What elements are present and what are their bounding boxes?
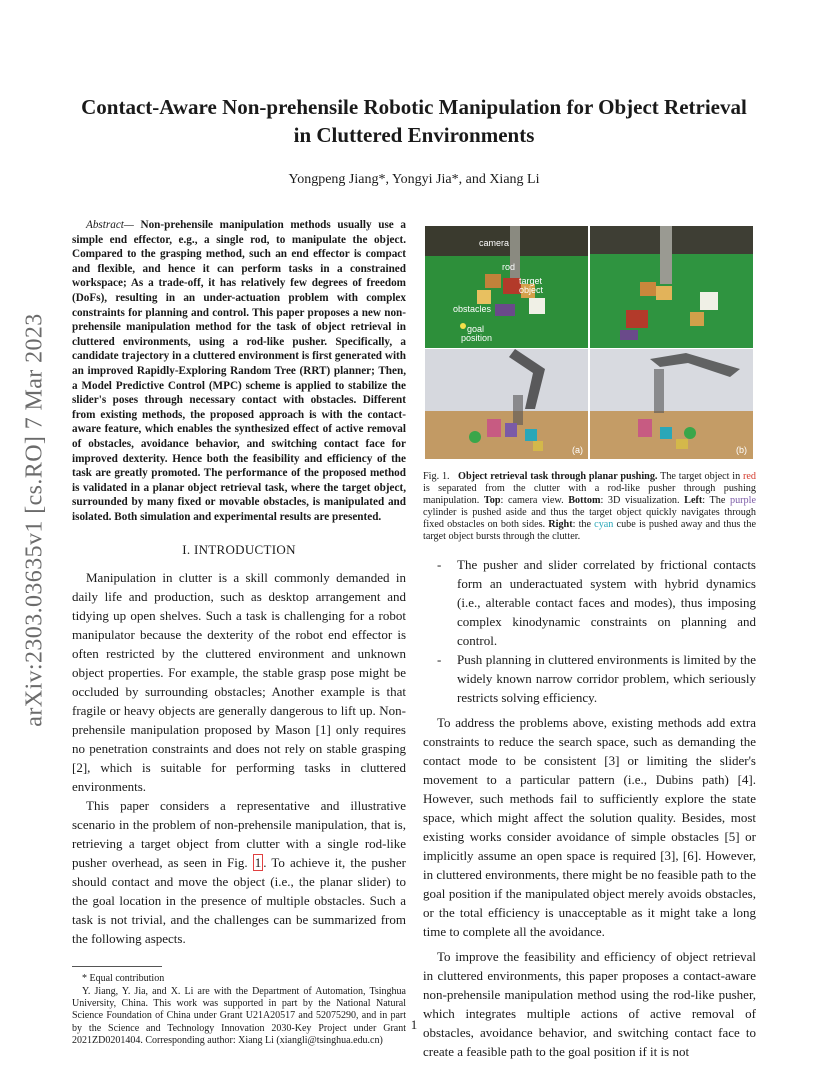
right-paragraph-2: To improve the feasibility and efficiency of object retrieval in cluttered environments, this paper proposes a contact-aware non-prehensile manipulation method using the rod-like pusher, which integrates multiple actions of active removal of obstacles, avoidance behavior, and switching contact face to create a feasible path to the goal position if it is not [423,949,756,1059]
figure-caption [423,471,756,543]
abstract-lead: Abstract— [86,219,134,231]
visualization-right-image [590,349,753,459]
label-obstacles: obstacles [453,304,492,314]
caption-text: cylinder is pushed aside and thus the target object quickly navigates through fixed obstacles on both sides. [423,507,756,530]
label-rod: rod [502,262,516,272]
abstract-text: Non-prehensile manipulation methods usually use a simple end effector, e.g., a single rod, to manipulate the object. Compared to the grasping method, such an end effector is compact and flexible, and hence it can perform tasks in a constrained workspace; As a trade-off, it has relatively few degrees of freedom (DoFs), resulting in an under-actuation problem with complex constraints for planning and control. This paper proposes a new non-prehensile manipulation method for the task of object retrieval in cluttered environments, using a rod-like pusher. Specifically, a candidate trajectory in a cluttered environment is first generated with an improved Rapidly-Exploring Random Tree (RRT) planner; Then, a Model Predictive Control (MPC) scheme is applied to stabilize the slider's poses through necessary contact with obstacles. Different from existing methods, the proposed approach is with the contact-aware feature, which enables the synthesized effect of active removal of obstacles, avoidance behavior, and switching contact face for improved dexterity. Hence both the feasibility and efficiency of the task are greatly promoted. The performance of the proposed method is validated in a planar object retrieval task, where the target object, surrounded by many fixed or movable obstacles, is manipulated and isolated. Both simulation and experimental results are presented. [72,219,406,523]
caption-left: Left [684,495,703,506]
list-item: - Push planning in cluttered environments is limited by the widely known narrow corridor problem, which seriously restricts solving efficiency. [437,652,756,705]
caption-top: Top [483,495,501,506]
arxiv-identifier: arXiv:2303.03635v1 [cs.RO] 7 Mar 2023 [21,313,48,727]
footnote-divider [72,966,162,967]
caption-bottom: Bottom [568,495,601,506]
caption-bold-title: Object retrieval task through planar pushing. [458,471,658,482]
figure-1 [425,226,753,459]
page-number: 1 [410,1017,418,1032]
intro-p2-text-b: . To achieve it, the pusher should contact and move the object (i.e., the planar slider) to the goal location in the presence of multiple obstacles. Such a task is not trivial, and the challenges can be summarized from the following aspects. [72,855,406,947]
intro-paragraph-1: Manipulation in clutter is a skill commonly demanded in daily life and production, such as desktop arrangement and tidying up open shelves. Such a task is challenging for a robot manipulator because the dexterity of the robot end effector is often restricted by the cluttered environment and unknown object properties. For example, the stable grasp pose might be occluded by surrounding obstacles; Another example is that fragile or heavy objects are generally dangerous to lift up. Non-prehensile manipulation proposed by Mason [1] only requires no penetration constraints and does not rely on stable grasping [2], which is suitable for performing tasks in cluttered environments. [72,570,406,795]
label-camera: camera [479,238,510,248]
caption-text: : camera view. [500,495,569,506]
label-goal: goal [467,324,485,334]
figure-reference-link[interactable]: 1 [254,855,262,871]
label-target: target [519,276,543,286]
paper-authors: Yongpeng Jiang*, Yongyi Jia*, and Xiang Li [288,172,540,187]
arxiv-sidebar [10,280,60,760]
list-item: - The pusher and slider correlated by frictional contacts form an underactuated system with hybrid dynamics (i.e., alterable contact faces and modes), thus imposing complex kinodynamic constraints on planning and control. [437,557,756,648]
intro-paragraph-2 [72,796,406,948]
label-object: object [519,285,544,295]
caption-cyan-word: cyan [594,519,614,530]
challenges-list [423,555,756,707]
label-position: position [461,333,493,343]
caption-text: : 3D visualization. [600,495,685,506]
caption-text: cube is pushed away and thus the target object bursts through the clutter. [423,519,756,542]
visualization-left-image [425,349,588,459]
caption-purple-word: purple [729,495,756,506]
paper-title: Contact-Aware Non-prehensile Robotic Manipulation for Object Retrieval in Cluttered Environments [81,95,747,147]
camera-view-right-image [590,226,753,348]
caption-text: : The [702,495,730,506]
caption-text: : the [572,519,595,530]
caption-number: Fig. 1. [423,471,450,482]
panel-b-label: (b) [736,445,747,455]
caption-right: Right [548,519,573,530]
right-paragraph-1: To address the problems above, existing methods add extra constraints to reduce the search space, such as demanding the contact mode to be consistent [3] or limiting the slider's movement to a particular pattern (i.e., Dubins path) [4]. However, such methods fail to sufficiently explore the state space, which might affect the solution quality. Besides, most existing works consider avoidance of simple obstacles [5] or implicitly assume an open space is required [3], [6]. However, in cluttered environments, there might be no feasible path to the goal position if the manipulated object merely avoids obstacles, or the total efficiency is unacceptable as it might take a long time to complete all the avoidance. [423,715,756,939]
challenge-2: Push planning in cluttered environments is limited by the widely known narrow corridor problem, which seriously restricts solving efficiency. [457,652,756,705]
intro-p2-text-a: This paper considers a representative and illustrative scenario in the problem of non-prehensile manipulation, that is, retrieving a target object from clutter with a single rod-like pusher overhead, as seen in Fig. [72,798,406,871]
caption-text: The target object in [657,471,743,482]
right-column [423,226,756,1061]
footnote-affiliation: Y. Jiang, Y. Jia, and X. Li are with the Department of Automation, Tsinghua University, China. This work was supported in part by the National Natural Science Foundation of China under Grant U21A20517 and 52075290, and in part by the Science and Technology Innovation 2030-Key Project under Grant 2021ZD0201404. Corresponding author: Xiang Li (xiangli@tsinghua.edu.cn) [72,985,406,1046]
caption-text: is separated from the clutter with a rod-like pusher through pushing manipulation. [423,483,756,506]
left-column [72,218,406,1047]
panel-a-label: (a) [572,445,583,455]
caption-red-word: red [743,471,757,482]
section-heading-introduction: I. INTRODUCTION [182,542,296,558]
abstract [72,218,406,524]
challenge-1: The pusher and slider correlated by frictional contacts form an underactuated system with hybrid dynamics (i.e., alterable contact faces and modes), thus imposing complex kinodynamic constraints on planning and control. [457,557,756,648]
footnote-equal-contribution: * Equal contribution [82,973,165,985]
camera-view-left-image [425,226,588,348]
